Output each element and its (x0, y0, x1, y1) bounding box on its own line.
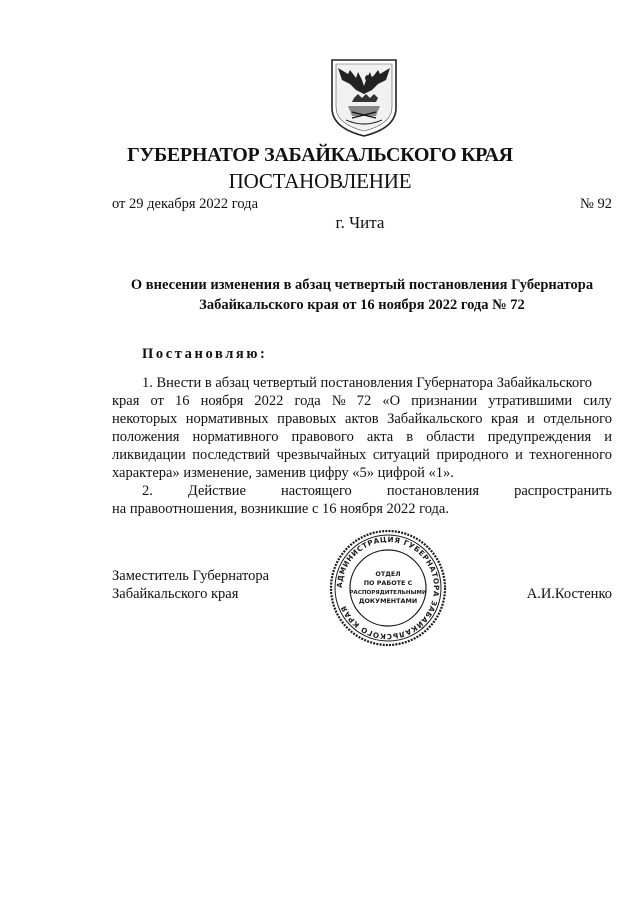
item-1-line-4: положения нормативного правового акта в области предупреждения и (112, 429, 612, 445)
seal-center-line-1: ОТДЕЛ (375, 570, 401, 578)
item-1-line-5: ликвидации последствий чрезвычайных ситуаций природного и техногенного (112, 447, 612, 463)
item-1-line-1: 1. Внести в абзац четвертый постановления Губернатора Забайкальского (142, 375, 593, 391)
item-2-line-1: 2. Действие настоящего постановления распространить (142, 483, 612, 499)
item-1-line-3: некоторых нормативных правовых актов Забайкальского края и отдельного (112, 411, 612, 427)
item-2-line-2: на правоотношения, возникшие с 16 ноября 2022 года. (112, 501, 449, 517)
document-type: ПОСТАНОВЛЕНИЕ (228, 169, 412, 193)
signatory-name: А.И.Костенко (526, 586, 612, 602)
seal-center-line-2: ПО РАБОТЕ С (363, 579, 413, 587)
official-seal (328, 528, 448, 648)
document-date: от 29 декабря 2022 года (112, 196, 258, 212)
subject-line-1: О внесении изменения в абзац четвертый постановления Губернатора (130, 277, 594, 293)
item-1-line-2: края от 16 ноября 2022 года № 72 «О признании утратившими силу (112, 393, 612, 409)
signatory-title-line-2: Забайкальского края (112, 586, 239, 602)
seal-center-line-3: РАСПОРЯДИТЕЛЬНЫМИ (349, 590, 427, 596)
item-2 (112, 482, 612, 518)
seal-ring-text: АДМИНИСТРАЦИЯ ГУБЕРНАТОРА ЗАБАЙКАЛЬСКОГО КРАЯ (334, 534, 442, 642)
document-body (112, 374, 612, 518)
document-city: г. Чита (335, 213, 385, 232)
item-1-line-6: характера» изменение, заменив цифру «5» цифрой «1». (112, 465, 454, 481)
document-subject (112, 275, 612, 315)
decree-word: Постановляю: (142, 346, 268, 362)
issuing-authority: ГУБЕРНАТОР ЗАБАЙКАЛЬСКОГО КРАЯ (127, 144, 513, 166)
subject-line-2: Забайкальского края от 16 ноября 2022 года № 72 (199, 297, 525, 313)
signatory-title-line-1: Заместитель Губернатора (112, 568, 270, 584)
coat-of-arms-emblem (328, 56, 400, 138)
signatory-title (112, 567, 269, 603)
seal-center-line-4: ДОКУМЕНТАМИ (358, 597, 418, 605)
item-1 (112, 374, 612, 482)
document-number: № 92 (580, 196, 612, 212)
